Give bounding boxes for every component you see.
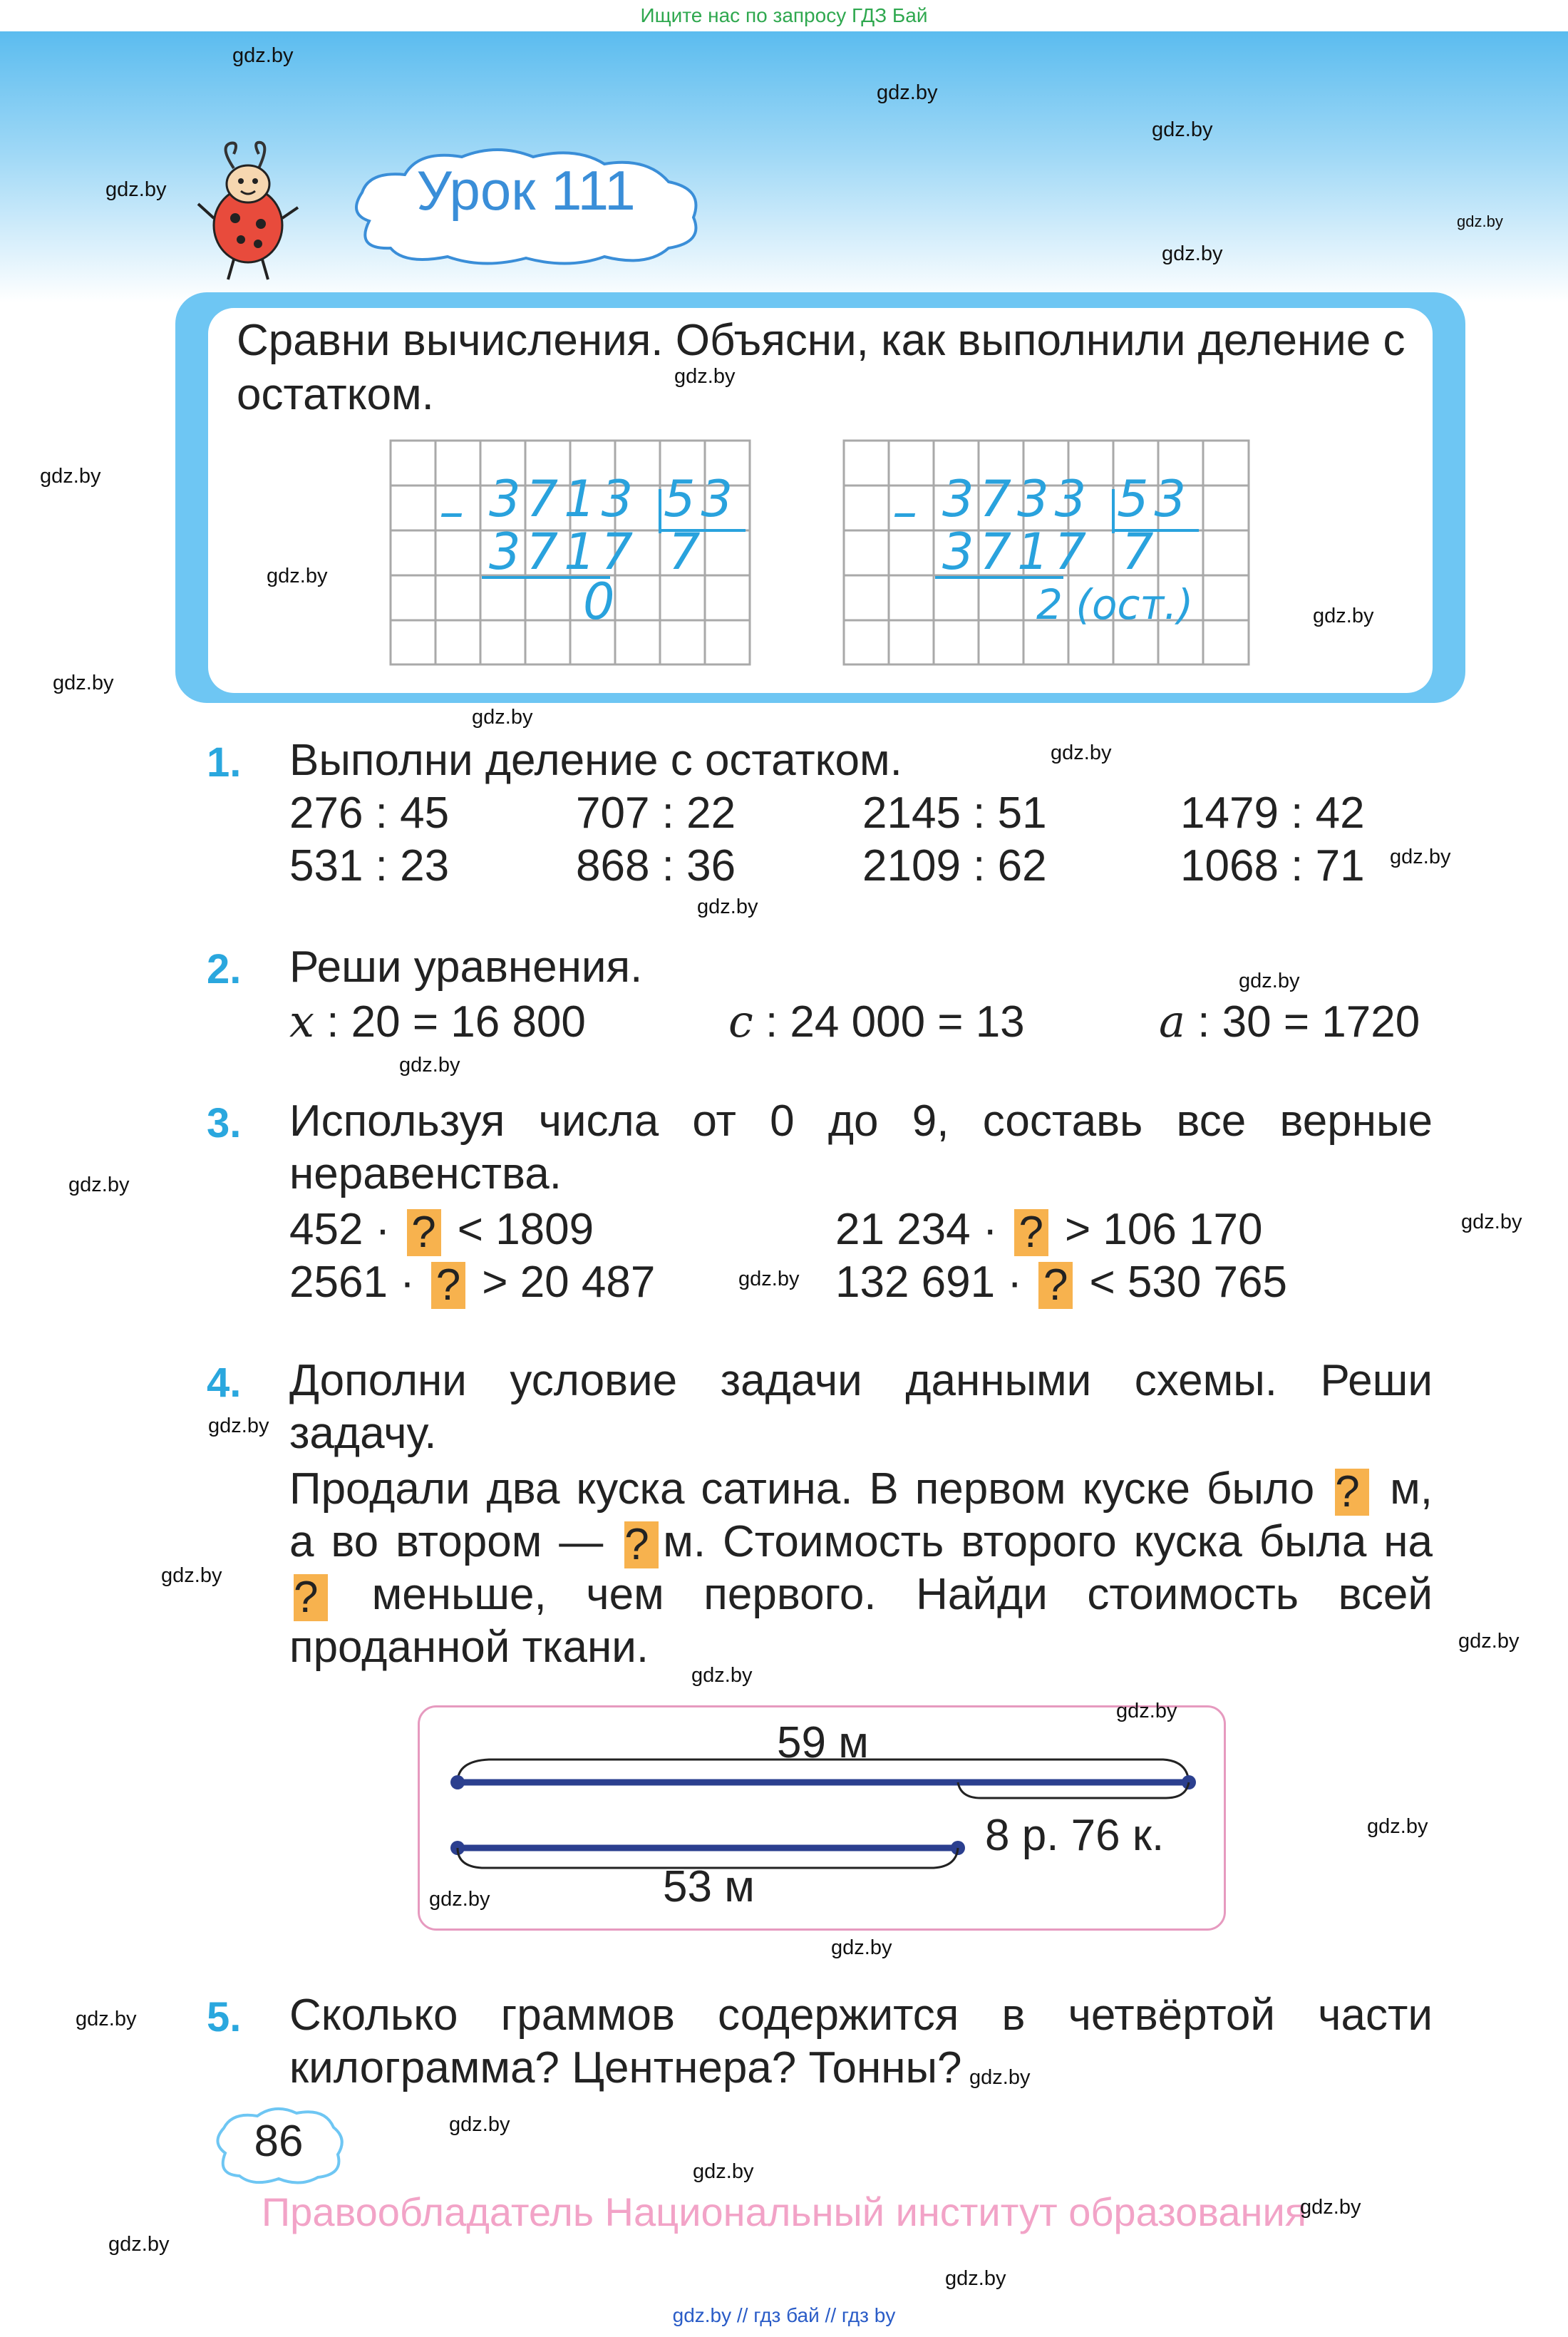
top-search-banner[interactable]: Ищите нас по запросу ГДЗ Бай [0, 0, 1568, 31]
watermark: gdz.by [429, 1888, 490, 1911]
task-1-title: Выполни деление с остатком. [289, 736, 902, 785]
inequality: 452 · ? < 1809 [289, 1205, 594, 1257]
watermark: gdz.by [831, 1936, 892, 1959]
watermark: gdz.by [1367, 1815, 1428, 1838]
grid2-subtract: 3717 [942, 523, 1093, 581]
watermark: gdz.by [738, 1268, 800, 1290]
grid2-divisor: 53 [1117, 470, 1192, 528]
watermark: gdz.by [68, 1173, 130, 1196]
watermark: gdz.by [877, 81, 938, 104]
watermark: gdz.by [1458, 1630, 1520, 1653]
grid2-dividend: 3733 [942, 470, 1093, 528]
division-grid-1 [389, 439, 753, 667]
watermark: gdz.by [76, 2008, 137, 2030]
task-1-expr: 1479 : 42 [1180, 789, 1365, 838]
task-4-condition: Продали два куска сатина. В первом куске было ? м, а во втором — ? м. Стоимость второго куска была на ? меньше, чем первого. Найди стоимость всей проданной ткани. [289, 1464, 1433, 1672]
task-1-expr: 868 : 36 [576, 841, 736, 890]
task-1-expr: 2145 : 51 [862, 789, 1047, 838]
watermark: gdz.by [1461, 1211, 1522, 1233]
watermark: gdz.by [1313, 605, 1374, 627]
task-1-number: 1. [207, 739, 242, 786]
equation: x : 20 = 16 800 [289, 995, 586, 1047]
watermark: gdz.by [1300, 2196, 1361, 2219]
equation: a : 30 = 1720 [1159, 995, 1420, 1047]
task-4-title: Дополни условие задачи данными схемы. Реши задачу. [289, 1356, 1433, 1458]
watermark: gdz.by [399, 1054, 460, 1077]
grid2-quotient: 7 [1122, 523, 1154, 581]
inequality: 21 234 · ? > 106 170 [835, 1205, 1263, 1257]
watermark: gdz.by [969, 2066, 1031, 2089]
watermark: gdz.by [267, 565, 328, 587]
lesson-title: Урок 111 [416, 159, 636, 222]
task-1-expr: 1068 : 71 [1180, 841, 1365, 890]
watermark: gdz.by [105, 178, 167, 201]
footer-links[interactable]: gdz.by // гдз бай // гдз by [672, 2304, 896, 2326]
watermark: gdz.by [1239, 970, 1300, 992]
task-2-number: 2. [207, 946, 242, 992]
division-grid-2 [842, 439, 1252, 667]
grid2-minus: – [892, 483, 917, 541]
watermark: gdz.by [232, 44, 294, 67]
watermark: gdz.by [1116, 1700, 1177, 1722]
ladybug-mascot-icon [191, 140, 305, 282]
watermark: gdz.by [1162, 242, 1223, 265]
watermark: gdz.by [449, 2113, 510, 2136]
equation: c : 24 000 = 13 [728, 995, 1025, 1047]
task-1-expr: 707 : 22 [576, 789, 736, 838]
scheme-diff-label: 8 р. 76 к. [985, 1811, 1165, 1860]
task-1-expr: 531 : 23 [289, 841, 450, 890]
task-1-expr: 2109 : 62 [862, 841, 1047, 890]
task-2-title: Реши уравнения. [289, 942, 643, 992]
watermark: gdz.by [108, 2233, 170, 2256]
scheme-top-label: 59 м [777, 1718, 869, 1767]
watermark: gdz.by [691, 1664, 753, 1687]
task-1-expr: 276 : 45 [289, 789, 450, 838]
grid1-quotient: 7 [669, 523, 701, 581]
task-3-number: 3. [207, 1100, 242, 1146]
inequality: 132 691 · ? < 530 765 [835, 1258, 1287, 1310]
inequality: 2561 · ? > 20 487 [289, 1258, 656, 1310]
intro-text: Сравни вычисления. Объясни, как выполнили деление с остатком. [237, 316, 1405, 419]
watermark: gdz.by [161, 1564, 222, 1587]
task-4-number: 4. [207, 1360, 242, 1406]
copyright-notice: Правообладатель Национальный институт образования [261, 2189, 1307, 2234]
task-5-number: 5. [207, 1994, 242, 2040]
scheme-bottom-label: 53 м [663, 1862, 755, 1911]
grid1-subtract: 3717 [489, 523, 639, 581]
watermark: gdz.by [472, 706, 533, 729]
grid2-remainder: 2 (ост.) [1036, 580, 1194, 629]
watermark: gdz.by [697, 895, 758, 918]
watermark: gdz.by [1051, 741, 1112, 764]
watermark: gdz.by [208, 1414, 269, 1437]
watermark: gdz.by [693, 2160, 754, 2183]
grid1-remainder: 0 [583, 572, 615, 631]
watermark: gdz.by [1457, 212, 1503, 230]
grid1-divisor: 53 [664, 470, 739, 528]
task-3-title: Используя числа от 0 до 9, составь все верные неравенства. [289, 1096, 1433, 1198]
page-number: 86 [254, 2117, 304, 2166]
grid1-dividend: 3713 [489, 470, 639, 528]
watermark: gdz.by [674, 365, 736, 388]
watermark: gdz.by [40, 465, 101, 488]
watermark: gdz.by [945, 2267, 1006, 2290]
segment-first-start [450, 1775, 465, 1789]
watermark: gdz.by [1152, 118, 1213, 141]
watermark: gdz.by [53, 672, 114, 694]
grid1-minus: – [439, 483, 464, 541]
watermark: gdz.by [1390, 846, 1451, 868]
task-5-text: Сколько граммов содержится в четвёртой части килограмма? Центнера? Тонны? [289, 1991, 1433, 2092]
